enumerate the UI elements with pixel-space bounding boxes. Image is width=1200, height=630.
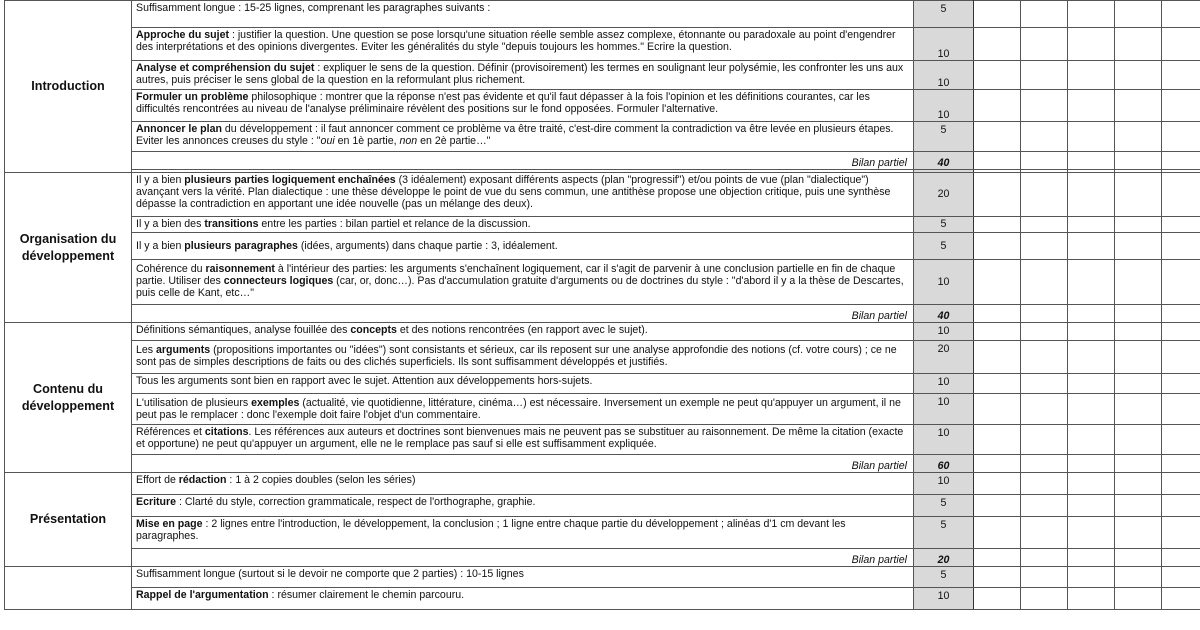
grade-cell[interactable]	[1068, 305, 1115, 323]
points-cell: 10	[914, 473, 974, 495]
bilan-label: Bilan partiel	[132, 455, 914, 473]
points-cell: 5	[914, 233, 974, 260]
points-cell: 20	[914, 341, 974, 374]
grade-cell[interactable]	[1162, 28, 1200, 61]
criterion-transitions: Il y a bien des transitions entre les parties : bilan partiel et relance de la discussion.	[132, 217, 914, 233]
grade-cell[interactable]	[1021, 1, 1068, 28]
grade-cell[interactable]	[1115, 90, 1162, 122]
grade-cell[interactable]	[1068, 473, 1115, 495]
criterion-probleme: Formuler un problème philosophique : montrer que la réponse n'est pas évidente et qu'il faut dépasser à la fois l'opinion et les définitions courantes, car les difficultés rencontrées au niveau de l'analyse préliminaire révèlent des positions sur le fond opposées. Formuler l'alternative.	[132, 90, 914, 122]
grade-cell[interactable]	[1162, 517, 1200, 549]
grade-cell[interactable]	[1115, 305, 1162, 323]
grade-cell[interactable]	[1068, 374, 1115, 394]
table-row	[5, 588, 1200, 610]
grade-cell[interactable]	[1021, 517, 1068, 549]
grade-cell[interactable]	[974, 305, 1021, 323]
table-row	[5, 517, 1200, 549]
grade-cell[interactable]	[974, 341, 1021, 374]
grade-cell[interactable]	[1162, 323, 1200, 341]
grade-cell[interactable]	[1162, 305, 1200, 323]
grade-cell[interactable]	[1021, 374, 1068, 394]
bilan-label: Bilan partiel	[132, 152, 914, 170]
criterion-rappel: Rappel de l'argumentation : résumer clairement le chemin parcouru.	[132, 588, 914, 610]
grade-cell[interactable]	[974, 173, 1021, 217]
bilan-label: Bilan partiel	[132, 305, 914, 323]
grade-cell[interactable]	[1162, 495, 1200, 517]
grade-cell[interactable]	[974, 455, 1021, 473]
grade-cell[interactable]	[974, 217, 1021, 233]
points-cell: 10	[914, 61, 974, 90]
grade-cell[interactable]	[1021, 217, 1068, 233]
grade-cell[interactable]	[1162, 233, 1200, 260]
grade-cell[interactable]	[1115, 152, 1162, 170]
grade-cell[interactable]	[1021, 425, 1068, 455]
grade-cell[interactable]	[974, 495, 1021, 517]
points-cell: 10	[914, 374, 974, 394]
grade-cell[interactable]	[1068, 323, 1115, 341]
grade-cell[interactable]	[1068, 588, 1115, 610]
table-row	[5, 122, 1200, 152]
points-cell: 10	[914, 323, 974, 341]
grade-cell[interactable]	[1162, 260, 1200, 305]
criterion-hors-sujet: Tous les arguments sont bien en rapport avec le sujet. Attention aux développements hors-sujets.	[132, 374, 914, 394]
criterion-length: Suffisamment longue : 15-25 lignes, comprenant les paragraphes suivants :	[132, 1, 914, 28]
grade-cell[interactable]	[1068, 173, 1115, 217]
criterion-arguments: Les arguments (propositions importantes ou "idées") sont consistants et sérieux, car ils reposent sur une analyse approfondie des notions (cf. votre cours) ; ce ne sont pas de simples descriptions de faits ou des clichés superficiels. Ils sont suffisamment développés et justifiés.	[132, 341, 914, 374]
grade-cell[interactable]	[974, 152, 1021, 170]
grade-cell[interactable]	[974, 394, 1021, 425]
grade-cell[interactable]	[1162, 1, 1200, 28]
grade-cell[interactable]	[1162, 473, 1200, 495]
points-cell: 10	[914, 588, 974, 610]
grade-cell[interactable]	[974, 323, 1021, 341]
grade-cell[interactable]	[1021, 341, 1068, 374]
points-cell: 5	[914, 567, 974, 588]
table-row	[5, 217, 1200, 233]
grade-cell[interactable]	[974, 233, 1021, 260]
table-row	[5, 233, 1200, 260]
points-cell: 10	[914, 425, 974, 455]
points-cell: 5	[914, 517, 974, 549]
grade-cell[interactable]	[1021, 90, 1068, 122]
grade-cell[interactable]	[1115, 61, 1162, 90]
table-row	[5, 90, 1200, 122]
grade-cell[interactable]	[974, 61, 1021, 90]
criterion-paragraphes: Il y a bien plusieurs paragraphes (idées, arguments) dans chaque partie : 3, idéalement.	[132, 233, 914, 260]
grade-cell[interactable]	[1021, 260, 1068, 305]
section-total: 40	[914, 305, 974, 323]
points-cell: 20	[914, 173, 974, 217]
grade-cell[interactable]	[1021, 28, 1068, 61]
criterion-redaction: Effort de rédaction : 1 à 2 copies doubles (selon les séries)	[132, 473, 914, 495]
grade-cell[interactable]	[1162, 173, 1200, 217]
points-cell: 10	[914, 394, 974, 425]
criterion-concepts: Définitions sémantiques, analyse fouillée des concepts et des notions rencontrées (en rapport avec le sujet).	[132, 323, 914, 341]
grade-cell[interactable]	[1162, 341, 1200, 374]
grade-cell[interactable]	[1068, 1, 1115, 28]
table-row	[5, 374, 1200, 394]
grade-cell[interactable]	[1021, 305, 1068, 323]
grade-cell[interactable]	[1068, 567, 1115, 588]
grade-cell[interactable]	[1162, 122, 1200, 152]
grade-cell[interactable]	[1021, 152, 1068, 170]
grade-cell[interactable]	[1021, 394, 1068, 425]
criterion-exemples: L'utilisation de plusieurs exemples (actualité, vie quotidienne, littérature, cinéma…) est nécessaire. Inversement un exemple ne peut qu'appuyer un argument, il ne peut pas le remplacer : donc l'exemple doit faire l'objet d'un commentaire.	[132, 394, 914, 425]
table-row	[5, 173, 1200, 217]
points-cell: 5	[914, 1, 974, 28]
grading-grid	[4, 0, 1200, 610]
grade-cell[interactable]	[1068, 90, 1115, 122]
section-total: 20	[914, 549, 974, 567]
section-conclusion	[5, 567, 132, 610]
grade-cell[interactable]	[974, 374, 1021, 394]
grade-cell[interactable]	[1068, 517, 1115, 549]
grade-cell[interactable]	[1021, 173, 1068, 217]
grade-cell[interactable]	[1115, 260, 1162, 305]
table-row	[5, 495, 1200, 517]
table-row	[5, 567, 1200, 588]
section-total: 60	[914, 455, 974, 473]
grade-cell[interactable]	[1115, 122, 1162, 152]
grade-cell[interactable]	[1068, 152, 1115, 170]
grade-cell[interactable]	[1021, 323, 1068, 341]
table-row	[5, 61, 1200, 90]
grade-cell[interactable]	[1115, 588, 1162, 610]
table-row	[5, 305, 1200, 323]
grade-cell[interactable]	[974, 588, 1021, 610]
grade-cell[interactable]	[974, 90, 1021, 122]
grade-cell[interactable]	[1162, 217, 1200, 233]
grade-cell[interactable]	[974, 425, 1021, 455]
criterion-plan: Annoncer le plan du développement : il faut annoncer comment ce problème va être traité, c'est-dire comment la contradiction va être levée en plusieurs étapes. Eviter les annonces creuses du style : "oui en 1è partie, non en 2è partie…"	[132, 122, 914, 152]
grade-cell[interactable]	[1162, 394, 1200, 425]
grade-cell[interactable]	[1162, 425, 1200, 455]
grade-cell[interactable]	[1162, 152, 1200, 170]
grade-cell[interactable]	[974, 260, 1021, 305]
grade-cell[interactable]	[1115, 455, 1162, 473]
bilan-label: Bilan partiel	[132, 549, 914, 567]
table-row	[5, 28, 1200, 61]
section-presentation: Présentation	[5, 473, 132, 567]
grade-cell[interactable]	[1068, 394, 1115, 425]
grade-cell[interactable]	[1068, 341, 1115, 374]
grade-cell[interactable]	[1068, 260, 1115, 305]
table-row	[5, 394, 1200, 425]
grade-cell[interactable]	[1115, 28, 1162, 61]
grade-cell[interactable]	[974, 517, 1021, 549]
grade-cell[interactable]	[1115, 549, 1162, 567]
grade-cell[interactable]	[1021, 455, 1068, 473]
grade-cell[interactable]	[1115, 217, 1162, 233]
grade-cell[interactable]	[1068, 233, 1115, 260]
grade-cell[interactable]	[1162, 61, 1200, 90]
grade-cell[interactable]	[1162, 455, 1200, 473]
grade-cell[interactable]	[974, 549, 1021, 567]
table-row	[5, 260, 1200, 305]
criterion-conclusion-length: Suffisamment longue (surtout si le devoir ne comporte que 2 parties) : 10-15 lignes	[132, 567, 914, 588]
section-contenu: Contenu du développement	[5, 323, 132, 473]
criterion-raisonnement: Cohérence du raisonnement à l'intérieur des parties: les arguments s'enchaînent logiquement, car il s'agit de parvenir à une conclusion partielle en fin de chaque partie. Utiliser des connecteurs logiques (car, or, donc…). Pas d'accumulation gratuite d'arguments ou de doctrines du style : "d'abord il y a la thèse de Descartes, puis celle de Kant, etc…"	[132, 260, 914, 305]
section-total: 40	[914, 152, 974, 170]
grade-cell[interactable]	[1115, 495, 1162, 517]
grade-cell[interactable]	[974, 122, 1021, 152]
grade-cell[interactable]	[1021, 588, 1068, 610]
points-cell: 10	[914, 260, 974, 305]
grade-cell[interactable]	[1021, 495, 1068, 517]
grade-cell[interactable]	[974, 28, 1021, 61]
grade-cell[interactable]	[1068, 61, 1115, 90]
grade-cell[interactable]	[1021, 61, 1068, 90]
grade-cell[interactable]	[1068, 425, 1115, 455]
grade-cell[interactable]	[1021, 233, 1068, 260]
grade-cell[interactable]	[1115, 341, 1162, 374]
grade-cell[interactable]	[1021, 122, 1068, 152]
points-cell: 5	[914, 217, 974, 233]
criterion-parties: Il y a bien plusieurs parties logiquement enchaînées (3 idéalement) exposant différents aspects (plan "progressif") et/ou points de vue (plan "dialectique") avançant vers la vérité. Plan dialectique : une thèse développe le point de vue du sens commun, une antithèse propose une objection critique, puis une synthèse dépasse la contradiction en apportant une idée nouvelle (pas un mélange des deux).	[132, 173, 914, 217]
grade-cell[interactable]	[1068, 549, 1115, 567]
grade-cell[interactable]	[1115, 425, 1162, 455]
grade-cell[interactable]	[1115, 473, 1162, 495]
grade-cell[interactable]	[1021, 549, 1068, 567]
grade-cell[interactable]	[974, 473, 1021, 495]
grade-cell[interactable]	[1115, 323, 1162, 341]
section-organisation: Organisation du développement	[5, 173, 132, 323]
grade-cell[interactable]	[1021, 473, 1068, 495]
criterion-ecriture: Ecriture : Clarté du style, correction grammaticale, respect de l'orthographe, graphie.	[132, 495, 914, 517]
grade-cell[interactable]	[1115, 173, 1162, 217]
points-cell: 10	[914, 28, 974, 61]
grade-cell[interactable]	[1068, 217, 1115, 233]
grade-cell[interactable]	[1162, 374, 1200, 394]
table-row	[5, 549, 1200, 567]
section-introduction: Introduction	[5, 1, 132, 173]
grade-cell[interactable]	[1068, 122, 1115, 152]
table-row	[5, 1, 1200, 28]
criterion-analyse: Analyse et compréhension du sujet : expliquer le sens de la question. Définir (provisoirement) les termes en soulignant leur polysémie, les confronter les uns aux autres, puis préciser le sens global de la question en la reformulant plus richement.	[132, 61, 914, 90]
points-cell: 5	[914, 122, 974, 152]
criterion-citations: Références et citations. Les références aux auteurs et doctrines sont bienvenues mais ne peuvent pas se substituer au raisonnement. De même la citation (exacte et opportune) ne peut qu'appuyer un argument, elle ne le remplace pas sauf si elle est suffisamment expliquée.	[132, 425, 914, 455]
grade-cell[interactable]	[1068, 455, 1115, 473]
table-row	[5, 323, 1200, 341]
grade-cell[interactable]	[974, 1, 1021, 28]
grade-cell[interactable]	[1115, 517, 1162, 549]
grade-cell[interactable]	[1068, 28, 1115, 61]
criterion-approche: Approche du sujet : justifier la question. Une question se pose lorsqu'une situation réelle semble assez complexe, étonnante ou paradoxale au point d'engendrer des interprétations et des opinions divergentes. Eviter les généralités du style "depuis toujours les hommes." Ecrire la question.	[132, 28, 914, 61]
criterion-mise-en-page: Mise en page : 2 lignes entre l'introduction, le développement, la conclusion ; 1 ligne entre chaque partie du développement ; alinéas d'1 cm devant les paragraphes.	[132, 517, 914, 549]
grade-cell[interactable]	[1115, 567, 1162, 588]
grade-cell[interactable]	[1115, 374, 1162, 394]
grade-cell[interactable]	[974, 567, 1021, 588]
table-row	[5, 341, 1200, 374]
grade-cell[interactable]	[1162, 588, 1200, 610]
grade-cell[interactable]	[1162, 90, 1200, 122]
points-cell: 10	[914, 90, 974, 122]
grade-cell[interactable]	[1115, 233, 1162, 260]
table-row	[5, 425, 1200, 455]
table-row	[5, 473, 1200, 495]
table-row	[5, 455, 1200, 473]
table-row	[5, 152, 1200, 170]
grade-cell[interactable]	[1021, 567, 1068, 588]
grade-cell[interactable]	[1068, 495, 1115, 517]
grade-cell[interactable]	[1115, 1, 1162, 28]
points-cell: 5	[914, 495, 974, 517]
grade-cell[interactable]	[1115, 394, 1162, 425]
grade-cell[interactable]	[1162, 549, 1200, 567]
grade-cell[interactable]	[1162, 567, 1200, 588]
